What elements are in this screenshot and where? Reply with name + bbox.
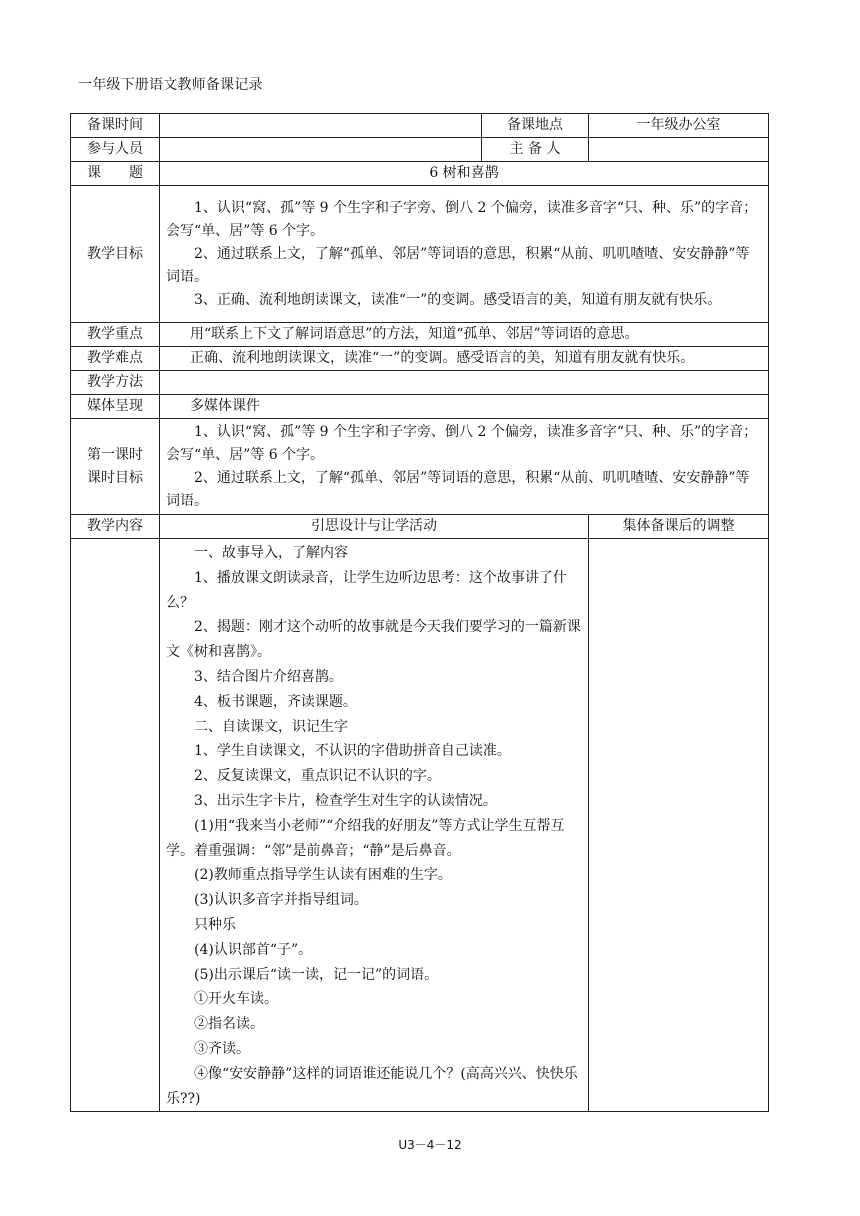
goal-item: 1、认识“窝、孤”等 9 个生字和子字旁、倒八 2 个偏旁，读准多音字“只、种、乐”的字音；会写“单、居”等 6 个字。 [166,199,758,239]
row-lesson1-goals [71,419,769,515]
media-value: 多媒体课件 [160,395,769,419]
content-label: 教学内容 [71,515,160,539]
lesson-plan-table [70,113,769,1112]
lesson1-label-line1: 第一课时 [87,446,143,463]
document-title: 一年级下册语文教师备课记录 [78,77,263,93]
main-preparer-label: 主 备 人 [482,138,589,162]
activity-line: (4)认识部首“子”。 [194,941,313,958]
content-empty [71,539,160,1112]
activity-line: 3、结合图片介绍喜鹊。 [194,668,343,685]
prep-place-value: 一年级办公室 [589,114,769,138]
row-goals [71,186,769,323]
topic-label: 课 题 [71,162,160,186]
prep-time-value [160,114,482,138]
activity-line: 一、故事导入，了解内容 [194,545,348,561]
lesson1-label [71,419,160,515]
topic-value: 6 树和喜鹊 [160,162,769,186]
activities-cell [160,539,589,1112]
lesson1-label-line2: 课时目标 [87,469,143,486]
page-code: U3－4－12 [398,1138,462,1152]
participants-value [160,138,482,162]
activity-line: 二、自读课文，识记生字 [194,718,348,735]
row-difficulty [71,347,769,371]
activity-line: 2、揭题：刚才这个动听的故事就是今天我们要学习的一篇新课文《树和喜鹊》。 [166,619,581,661]
main-preparer-value [589,138,769,162]
adjust-empty [589,539,769,1112]
difficulty-value: 正确、流利地朗读课文，读准“一”的变调。感受语言的美，知道有朋友就有快乐。 [160,347,769,371]
row-key [71,323,769,347]
row-content-body [71,539,769,1112]
adjust-label: 集体备课后的调整 [589,515,769,539]
activity-line: (2)教师重点指导学生认读有困难的生字。 [194,867,452,884]
activity-line: 只种乐 [194,916,236,933]
activity-line: (3)认识多音字并指导组词。 [194,892,368,909]
lesson1-goal-item: 2、通过联系上文，了解“孤单、邻居”等词语的意思，积累“从前、叽叽喳喳、安安静静”等词语。 [166,469,750,509]
difficulty-label: 教学难点 [71,347,160,371]
activity-line: (5)出示课后“读一读，记一记”的词语。 [194,966,439,983]
goal-item: 2、通过联系上文，了解“孤单、邻居”等词语的意思，积累“从前、叽叽喳喳、安安静静”等词语。 [166,245,750,285]
goals-cell [160,186,769,323]
participants-label: 参与人员 [71,138,160,162]
lesson1-goals-cell [160,419,769,515]
row-media [71,395,769,419]
activity-line: 1、学生自读课文，不认识的字借助拼音自己读准。 [194,743,511,760]
row-prep-time [71,114,769,138]
prep-place-label: 备课地点 [482,114,589,138]
activity-line: 1、播放课文朗读录音，让学生边听边思考：这个故事讲了什么？ [166,569,567,611]
goals-label: 教学目标 [71,186,160,323]
activity-line: 4、板书课题，齐读课题。 [194,693,357,710]
row-content-header [71,515,769,539]
key-value: 用“联系上下文了解词语意思”的方法，知道“孤单、邻居”等词语的意思。 [160,323,769,347]
activity-line: 2、反复读课文，重点识记不认识的字。 [194,768,441,785]
activity-line: ①开火车读。 [194,991,278,1008]
row-method [71,371,769,395]
prep-time-label: 备课时间 [71,114,160,138]
media-label: 媒体呈现 [71,395,160,419]
row-participants [71,138,769,162]
row-topic [71,162,769,186]
goal-item: 3、正确、流利地朗读课文，读准“一”的变调。感受语言的美，知道有朋友就有快乐。 [194,291,722,308]
lesson1-goal-item: 1、认识“窝、孤”等 9 个生字和子字旁、倒八 2 个偏旁，读准多音字“只、种、乐”的字音；会写“单、居”等 6 个字。 [166,423,758,463]
method-value [160,371,769,395]
activity-line: 3、出示生字卡片，检查学生对生字的认读情况。 [194,792,497,809]
activity-line: ③齐读。 [194,1040,250,1057]
activity-line: (1)用“我来当小老师”“介绍我的好朋友”等方式让学生互帮互学。着重强调：“邻”是前鼻音；“静”是后鼻音。 [166,817,565,859]
method-label: 教学方法 [71,371,160,395]
key-label: 教学重点 [71,323,160,347]
design-label: 引思设计与让学活动 [160,515,589,539]
activity-line: ②指名读。 [194,1016,264,1033]
activity-line: ④像“安安静静”这样的词语谁还能说几个？(高高兴兴、快快乐乐??) [166,1065,578,1107]
